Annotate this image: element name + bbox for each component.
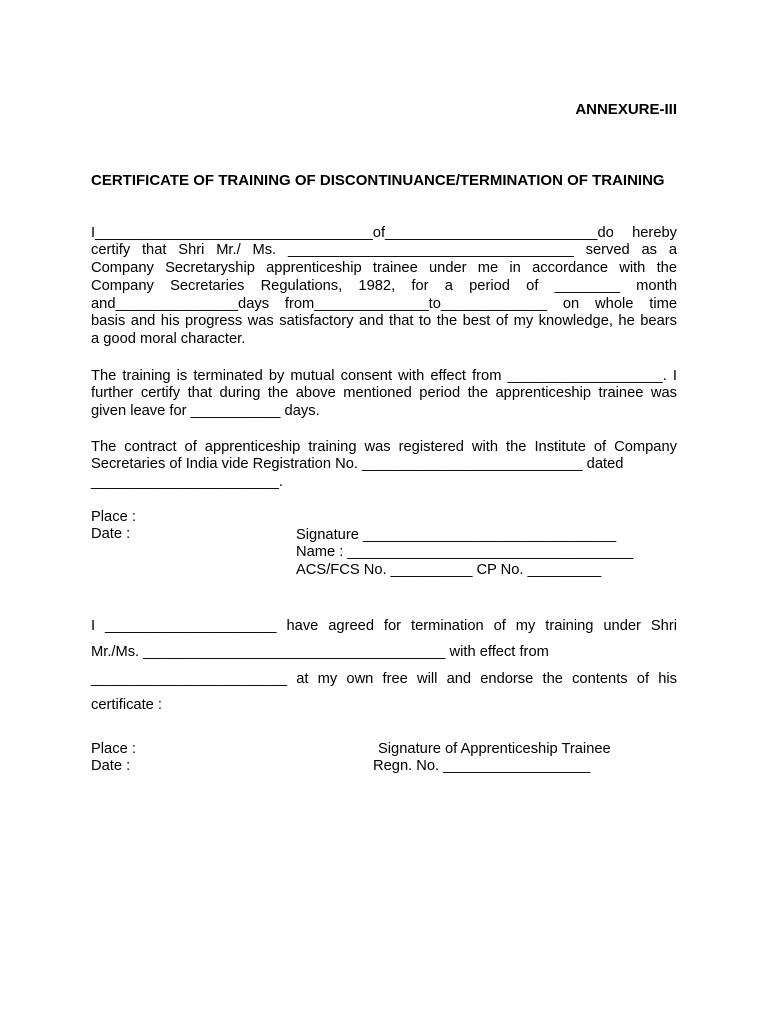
place-label: Place : (91, 740, 136, 757)
signature-line: Signature _______________________________ (296, 526, 617, 543)
declaration-line: I _____________________ have agreed for termination of my training under Shri (91, 618, 677, 634)
paragraph-line: a good moral character. (91, 331, 246, 348)
paragraph-line: Company Secretaryship apprenticeship trainee under me in accordance with the (91, 260, 677, 277)
paragraph-line: certify that Shri Mr./ Ms. ___________________________________ served as a (91, 242, 677, 259)
termination-paragraph (91, 368, 677, 421)
paragraph-line: I__________________________________of__________________________do hereby (91, 224, 677, 241)
supervisor-place-date (91, 509, 271, 545)
paragraph-line: _______________________. (91, 474, 283, 491)
supervisor-signature-block (296, 527, 676, 580)
paragraph-line: Company Secretaries Regulations, 1982, for a period of ________ month (91, 277, 677, 294)
trainee-signature-label: Signature of Apprenticeship Trainee (378, 740, 611, 757)
certification-paragraph (91, 225, 677, 350)
trainee-place-date (91, 741, 271, 777)
paragraph-line: Secretaries of India vide Registration No. ___________________________ dated (91, 456, 624, 473)
paragraph-line: The contract of apprenticeship training was registered with the Institute of Company (91, 438, 677, 455)
paragraph-line: further certify that during the above mentioned period the apprenticeship trainee was (91, 385, 677, 402)
trainee-declaration (91, 613, 677, 718)
date-label: Date : (91, 526, 131, 543)
declaration-line: certificate : (91, 696, 163, 713)
certificate-title: CERTIFICATE OF TRAINING OF DISCONTINUANCE/TERMINATION OF TRAINING (91, 172, 665, 189)
place-label: Place : (91, 508, 136, 525)
registration-paragraph (91, 439, 677, 492)
paragraph-line: The training is terminated by mutual consent with effect from ___________________. I (91, 367, 677, 384)
registration-number-line: Regn. No. __________________ (373, 758, 591, 775)
paragraph-line: given leave for ___________ days. (91, 403, 320, 420)
date-label: Date : (91, 758, 131, 775)
membership-number-line: ACS/FCS No. __________ CP No. _________ (296, 562, 602, 579)
annexure-label: ANNEXURE-III (575, 101, 677, 118)
declaration-line: ________________________ at my own free will and endorse the contents of his (91, 670, 677, 687)
declaration-line: Mr./Ms. _____________________________________ with effect from (91, 644, 549, 661)
name-line: Name : ___________________________________ (296, 544, 634, 561)
paragraph-line: basis and his progress was satisfactory and that to the best of my knowledge, he bears (91, 313, 677, 330)
paragraph-line: and_______________days from______________to_____________ on whole time (91, 295, 677, 312)
